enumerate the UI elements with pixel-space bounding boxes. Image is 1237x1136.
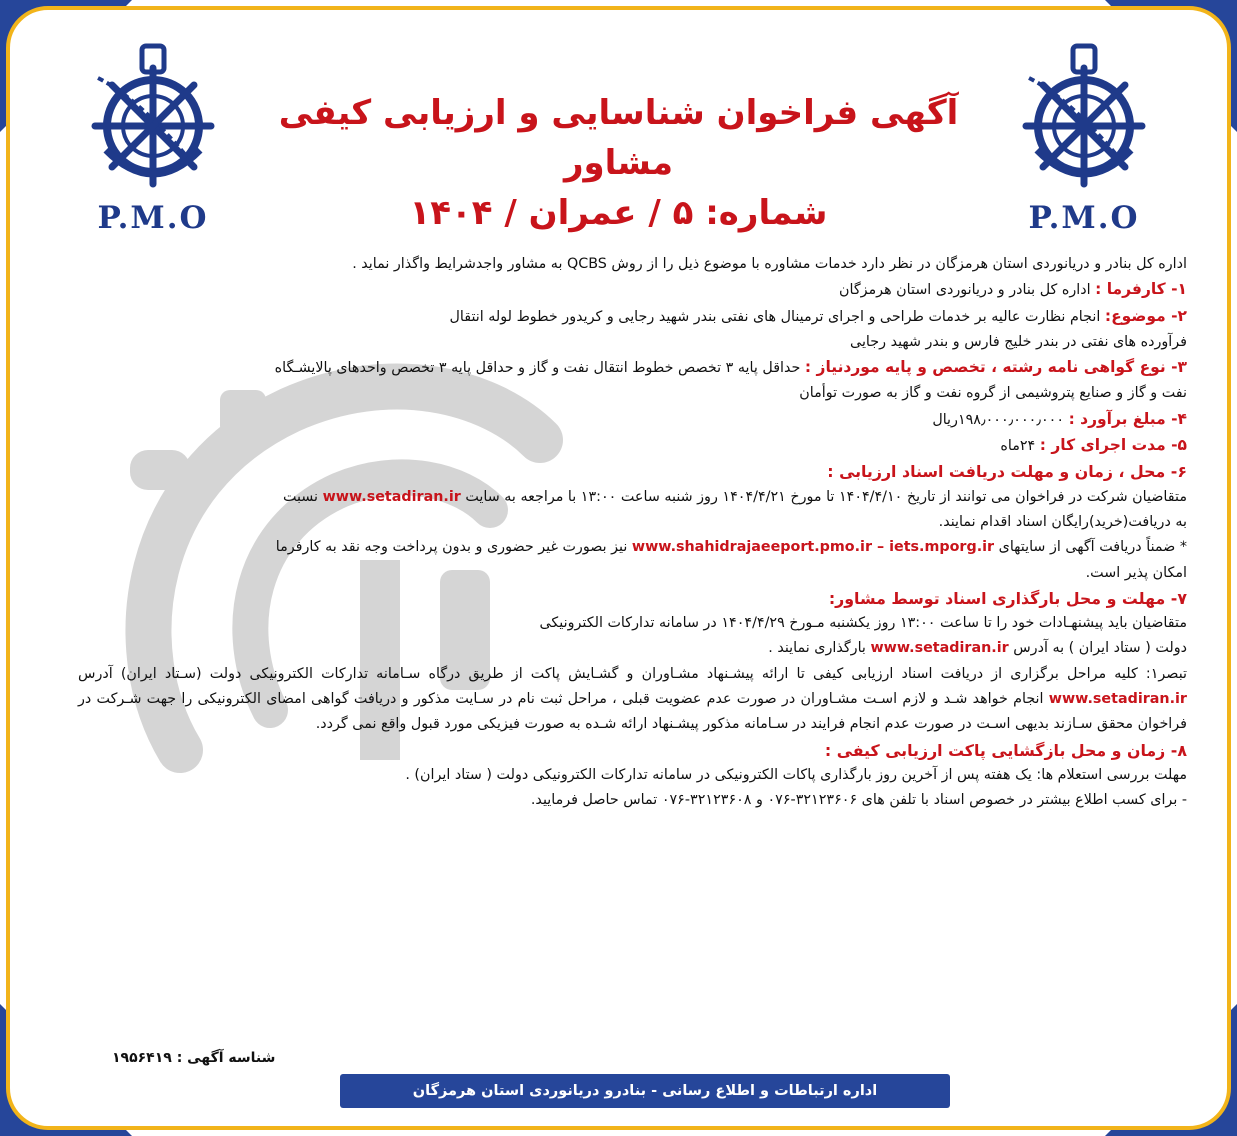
title-line-2: شماره: ۵ / عمران / ۱۴۰۴ (409, 193, 828, 233)
section-upload-address (78, 636, 1187, 661)
section-label: ۴- مبلغ برآورد : (1068, 409, 1187, 428)
footer-bar: اداره ارتباطات و اطلاع رسانی - بنادرو دریانوردی استان هرمزگان (340, 1074, 950, 1108)
section-label: ۷- مهلت و محل بارگذاری اسناد توسط مشاور: (828, 588, 1187, 608)
section-label: ۸- زمان و محل بازگشایی پاکت ارزیابی کیفی : (824, 740, 1187, 760)
text-run: بارگذاری نمایند . (768, 640, 871, 657)
section-text-cont: فرآورده های نفتی در بندر خلیج فارس و بندر شهید رجایی (850, 333, 1187, 350)
section-duration (78, 433, 1187, 459)
setadiran-link[interactable]: www.setadiran.ir (870, 640, 1009, 657)
section-upload-text: متقاضیان باید پیشنهـادات خود را تا ساعت ۱۳:۰۰ روز یکشنبه مـورخ ۱۴۰۴/۴/۲۹ در سامانه تدارکات الکترونیکی (539, 615, 1187, 632)
intro-text: اداره کل بنادر و دریانوردی استان هرمزگان در نظر دارد خدمات مشاوره با موضوع ذیل را از روش QCBS به مشاور واجدشرایط واگذار نماید . (352, 256, 1187, 272)
section-label: ۵- مدت اجرای کار : (1039, 436, 1187, 455)
section-text-cont: به دریافت(خرید)رایگان اسناد اقدام نمایند. (938, 513, 1187, 530)
pmo-logo-left (68, 38, 238, 238)
pmo-logo-right (999, 38, 1169, 238)
logo-caption: P.M.O (97, 200, 209, 236)
anchor-wheel-icon (78, 38, 228, 198)
setadiran-link[interactable]: www.setadiran.ir (322, 488, 461, 505)
logo-caption: P.M.O (1028, 200, 1140, 236)
section-estimate (78, 407, 1187, 433)
section-text: حداقل پایه ۳ تخصص خطوط انتقال نفت و گاز و حداقل پایه ۳ تخصص واحدهای پالایشـگاه (274, 360, 805, 377)
section-text: اداره کل بنادر و دریانوردی استان هرمزگان (838, 282, 1096, 299)
section-label: ۶- محل ، زمان و مهلت دریافت اسناد ارزیابی : (827, 462, 1187, 482)
note-paragraph (78, 662, 1187, 738)
section-docs-text (78, 485, 1187, 510)
section-text: ۲۴ماه (1000, 438, 1040, 455)
section-text-cont: نفت و گاز و صنایع پتروشیمی از گروه نفت و گاز به صورت توأمان (799, 385, 1187, 402)
section-text-cont: امکان پذیر است. (1085, 564, 1187, 581)
section-websites (78, 535, 1187, 560)
section-certificate (78, 355, 1187, 381)
websites-link[interactable]: www.shahidrajaeeport.pmo.ir – iets.mporg.ir (631, 539, 995, 556)
text-run: تبصر۱: کلیه مراحل برگزاری از دریافت اسناد ارزیابی کیفی تا ارائه پیشـنهاد مشـاوران و گشـایش پاکت از طریق درگاه سـامانه تدارکات الکترونیکی دولت (سـتاد ایران) آدرس (78, 665, 1187, 682)
section-label: ۱- کارفرما : (1095, 280, 1187, 299)
section-text: ۱۹۸٫۰۰۰٫۰۰۰٫۰۰۰ریال (932, 411, 1069, 428)
text-run: دولت ( ستاد ایران ) به آدرس (1008, 640, 1187, 657)
anchor-wheel-icon (1009, 38, 1159, 198)
section-employer (78, 277, 1187, 303)
section-opening-text: مهلت بررسی استعلام ها: یک هفته پس از آخرین روز بارگذاری پاکات الکترونیکی در سامانه تدارکات الکترونیکی دولت ( ستاد ایران) . (405, 766, 1187, 783)
setadiran-link[interactable]: www.setadiran.ir (1048, 691, 1187, 708)
text-run: انجام خواهد شـد و لازم اسـت مشـاوران در صورت عدم عضویت قبلی ، مراحل ثبت نام در سـایت مذکور و دریافت گواهی امضای الکترونیکی را جهت شـرکت در فراخوان محقق سـازند بدیهی اسـت در صورت عدم انجام فرایند در سـامانه مذکور پیشـنهاد ارائه شـده به صورت فیزیکی مورد قبول واقع نمی گردد. (78, 691, 1187, 733)
title-line-1: آگهی فراخوان شناسایی و ارزیابی کیفی مشاور (278, 93, 959, 183)
page-title (230, 88, 1007, 238)
text-run: * ضمناً دریافت آگهی از سایتهای (994, 539, 1187, 556)
text-run: متقاضیان شرکت در فراخوان می توانند از تاریخ ۱۴۰۴/۴/۱۰ تا مورخ ۱۴۰۴/۴/۲۱ روز شنبه ساعت ۱۳:۰۰ با مراجعه به سایت (460, 488, 1187, 505)
section-contact-text: - برای کسب اطلاع بیشتر در خصوص اسناد با تلفن های ۳۲۱۲۳۶۰۶-۰۷۶ و ۳۲۱۲۳۶۰۸-۰۷۶ تماس حاصل فرمایید. (530, 792, 1187, 809)
section-label: ۳- نوع گواهی نامه رشته ، تخصص و پایه موردنیاز : (804, 358, 1187, 377)
notice-body (78, 252, 1187, 814)
text-run: نسبت (282, 488, 323, 505)
section-text: انجام نظارت عالیه بر خدمات طراحی و اجرای ترمینال های نفتی بندر شهید رجایی و کریدور خطوط لوله انتقال (449, 308, 1105, 325)
section-label: ۲- موضوع: (1104, 306, 1187, 325)
section-subject (78, 304, 1187, 330)
ad-id: شناسه آگهی : ۱۹۵۶۴۱۹ (112, 1050, 276, 1066)
text-run: نیز بصورت غیر حضوری و بدون پرداخت وجه نقد به کارفرما (275, 539, 632, 556)
